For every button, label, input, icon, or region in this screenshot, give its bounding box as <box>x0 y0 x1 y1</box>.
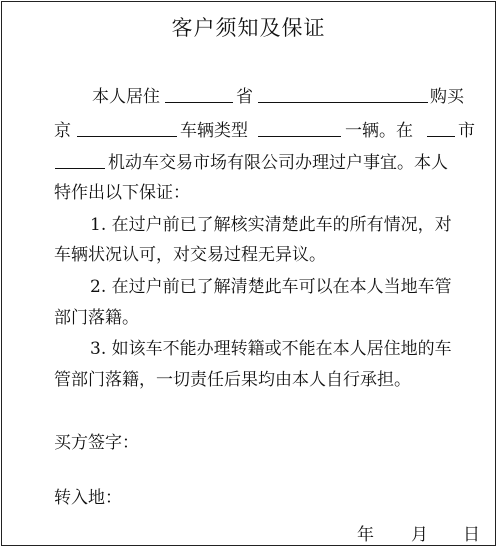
blank-city <box>258 101 428 103</box>
para1-text: 省 <box>236 87 253 107</box>
blank-city2 <box>427 135 455 137</box>
para1-text: 车辆类型 <box>180 121 248 141</box>
para1-text: 购买 <box>430 87 464 107</box>
item2-text: 2. 在过户前已了解清楚此车可以在本人当地车管 <box>90 277 452 297</box>
date-month: 月 <box>411 525 428 545</box>
date-day: 日 <box>463 525 480 545</box>
item3-text: 3. 如该车不能办理转籍或不能在本人居住地的车 <box>90 339 452 359</box>
para1-text: 一辆。在 <box>345 121 413 141</box>
item1-text: 1. 在过户前已了解核实清楚此车的所有情况，对 <box>90 215 452 235</box>
blank-market <box>55 167 105 169</box>
document-title: 客户须知及保证 <box>171 16 326 40</box>
blank-plate <box>77 135 177 137</box>
blank-residence <box>165 101 233 103</box>
blank-vehicle-type <box>258 135 341 137</box>
document-page <box>1 1 496 546</box>
item2-text: 部门落籍。 <box>54 308 139 328</box>
para1-text: 市 <box>458 121 475 141</box>
item3-text: 管部门落籍，一切责任后果均由本人自行承担。 <box>54 370 411 390</box>
buyer-signature-label: 买方签字： <box>54 433 139 453</box>
item1-text: 车辆状况认可，对交易过程无异议。 <box>54 245 326 265</box>
date-year: 年 <box>357 525 374 545</box>
transfer-to-label: 转入地： <box>54 488 122 508</box>
para1-text: 特作出以下保证： <box>54 183 190 203</box>
para1-text: 机动车交易市场有限公司办理过户事宜。本人 <box>108 153 448 173</box>
para1-text: 京 <box>54 121 71 141</box>
para1-text: 本人居住 <box>92 87 160 107</box>
